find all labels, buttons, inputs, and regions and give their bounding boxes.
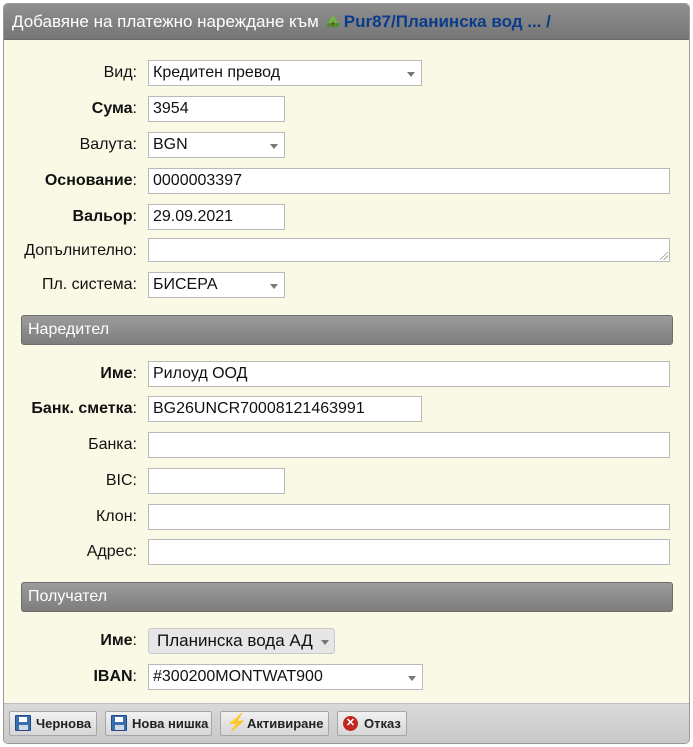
label-valuta: Валута	[79, 136, 133, 153]
row-osnovanie: Основание: 0000003397	[4, 168, 689, 194]
cancel-button-label: Отказ	[364, 716, 401, 731]
row-valor: Вальор: 29.09.2021	[4, 204, 689, 230]
cancel-icon: ✕	[343, 716, 358, 731]
iban-value: #300200MONTWAT900	[153, 668, 323, 685]
row-bic: BIC:	[4, 468, 689, 494]
bic-input[interactable]	[148, 468, 285, 494]
row-dopalnitelno: Допълнително:	[4, 238, 689, 264]
row-klon: Клон:	[4, 504, 689, 530]
activate-button-label: Активиране	[247, 716, 324, 731]
row-adres: Адрес:	[4, 539, 689, 565]
row-valuta: Валута: BGN	[4, 132, 689, 158]
dopalnitelno-textarea[interactable]	[148, 238, 670, 262]
new-thread-button[interactable]	[105, 711, 212, 736]
dialog-title-link[interactable]: Pur87/Планинска вод ... /	[343, 11, 551, 31]
draft-button[interactable]	[9, 711, 97, 736]
dialog-footer	[4, 703, 689, 743]
draft-button-label: Чернова	[36, 716, 92, 731]
vid-select[interactable]	[148, 60, 422, 86]
section-poluchatel: Получател	[21, 582, 673, 612]
row-naredite-ime: Име: Рилоуд ООД	[4, 361, 689, 387]
floppy-disk-icon	[15, 715, 31, 731]
tree-icon	[326, 14, 340, 28]
row-poluchatel-ime: Име: Планинска вода АД	[4, 628, 689, 654]
row-banka: Банка:	[4, 432, 689, 458]
poluchatel-ime-value: Планинска вода АД	[157, 631, 313, 650]
dialog-titlebar	[4, 4, 689, 40]
label-iban: IBAN	[93, 668, 133, 685]
label-bank-smetka: Банк. сметка	[31, 400, 133, 417]
label-banka: Банка	[88, 436, 133, 453]
label-poluchatel-ime: Име	[100, 632, 133, 649]
floppy-disk-icon	[111, 715, 127, 731]
chevron-down-icon	[408, 676, 416, 681]
row-bank-smetka: Банк. сметка: BG26UNCR70008121463991	[4, 396, 689, 422]
label-pl-sistema: Пл. система	[41, 276, 133, 293]
vid-value: Кредитен превод	[153, 64, 281, 81]
row-pl-sistema: Пл. система: БИСЕРА	[4, 272, 689, 298]
lightning-icon: ⚡	[226, 713, 248, 732]
chevron-down-icon	[270, 144, 278, 149]
label-osnovanie: Основание	[44, 172, 133, 189]
label-valor: Вальор	[72, 208, 133, 225]
row-iban: IBAN: #300200MONTWAT900	[4, 664, 689, 690]
payment-order-dialog	[3, 3, 690, 744]
row-suma: Сума: 3954	[4, 96, 689, 122]
resize-grip-icon[interactable]	[660, 252, 668, 260]
pl-sistema-select[interactable]	[148, 272, 285, 298]
dialog-title: Добавяне на платежно нареждане към	[12, 11, 319, 31]
adres-input[interactable]	[148, 539, 670, 565]
label-dopalnitelno: Допълнително	[24, 242, 133, 259]
cancel-button[interactable]	[337, 711, 407, 736]
new-thread-button-label: Нова нишка	[132, 716, 209, 731]
activate-button[interactable]	[220, 711, 329, 736]
chevron-down-icon	[270, 284, 278, 289]
label-naredite-ime: Име	[100, 365, 133, 382]
klon-input[interactable]	[148, 504, 670, 530]
osnovanie-input[interactable]: 0000003397	[148, 168, 670, 194]
chevron-down-icon	[321, 640, 329, 645]
pl-sistema-value: БИСЕРА	[153, 276, 218, 293]
banka-input[interactable]	[148, 432, 670, 458]
label-bic: BIC	[105, 472, 133, 489]
bank-smetka-input[interactable]: BG26UNCR70008121463991	[148, 396, 422, 422]
poluchatel-ime-select[interactable]	[148, 628, 335, 654]
valor-date-input[interactable]: 29.09.2021	[148, 204, 285, 230]
suma-input[interactable]: 3954	[148, 96, 285, 122]
chevron-down-icon	[407, 72, 415, 77]
row-vid: Вид: Кредитен превод	[4, 60, 689, 86]
valuta-value: BGN	[153, 136, 188, 153]
label-klon: Клон	[95, 508, 133, 525]
valuta-select[interactable]	[148, 132, 285, 158]
label-adres: Адрес	[86, 543, 133, 560]
section-naredite: Наредител	[21, 315, 673, 345]
label-suma: Сума	[91, 100, 133, 117]
iban-select[interactable]	[148, 664, 423, 690]
naredite-ime-input[interactable]: Рилоуд ООД	[148, 361, 670, 387]
label-vid: Вид	[103, 64, 133, 81]
